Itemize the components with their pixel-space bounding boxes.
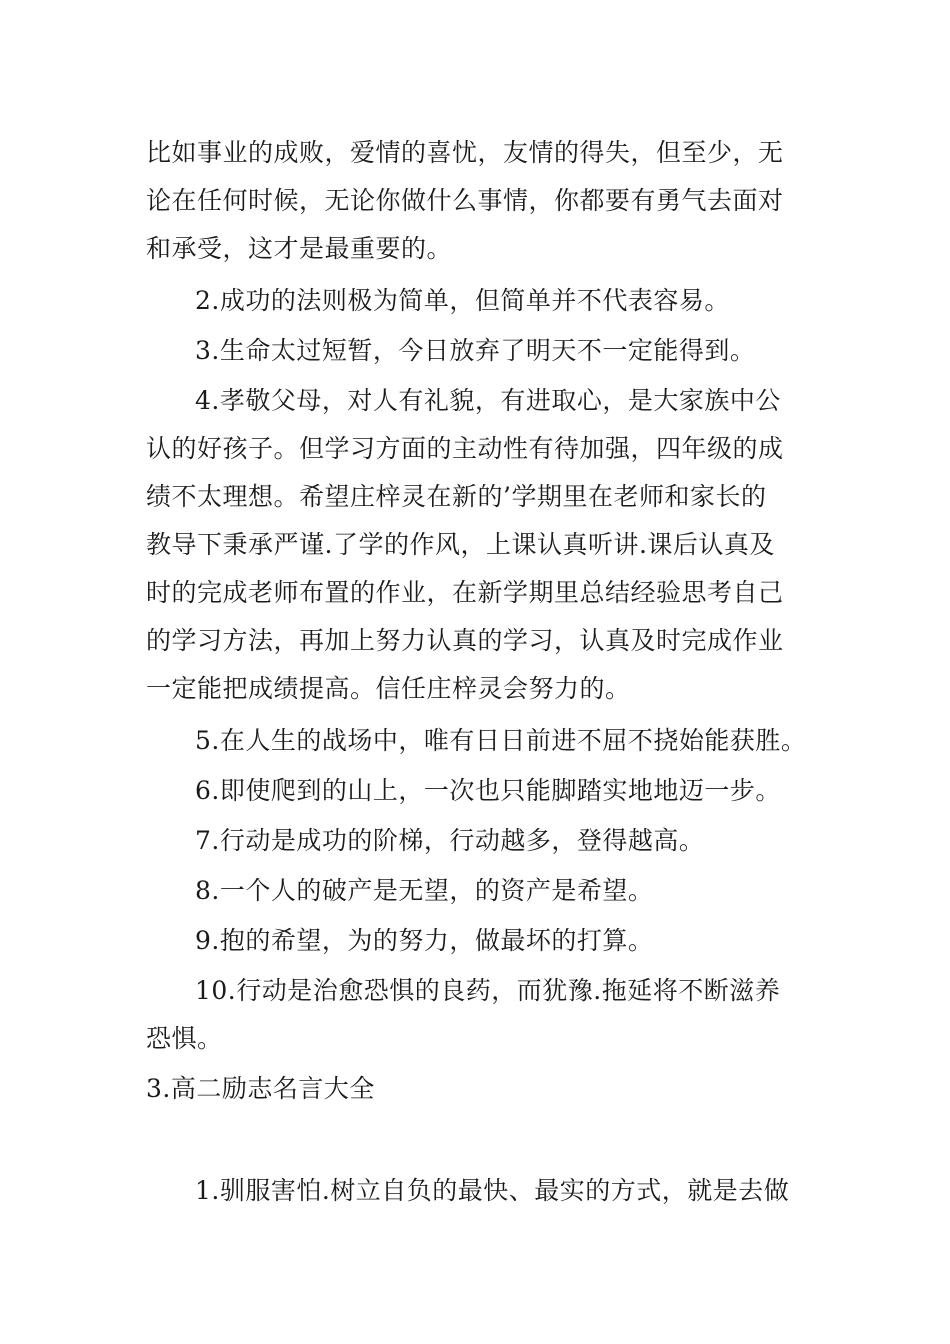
text-line-4b: 认的好孩子。但学习方面的主动性有待加强，四年级的成 [146,434,784,463]
section-heading: 3.高二励志名言大全 [146,1074,375,1103]
text-line-4g: 一定能把成绩提高。信任庄梓灵会努力的。 [146,674,631,703]
text-line-2: 论在任何时候，无论你做什么事情，你都要有勇气去面对 [146,186,784,215]
list-item-3: 3.生命太过短暂，今日放弃了明天不一定能得到。 [195,336,756,365]
text-line-10b: 恐惧。 [146,1024,223,1053]
text-line-4c: 绩不太理想。希望庄梓灵在新的’学期里在老师和家长的 [146,482,767,511]
list-item-1: 1.驯服害怕.树立自负的最快、最实的方式，就是去做 [195,1176,790,1205]
text-line-4f: 的学习方法，再加上努力认真的学习，认真及时完成作业 [146,626,784,655]
text-line-4d: 教导下秉承严谨.了学的作风，上课认真听讲.课后认真及 [146,530,775,559]
list-item-9: 9.抱的希望，为的努力，做最坏的打算。 [195,926,654,955]
list-item-6: 6.即使爬到的山上，一次也只能脚踏实地地迈一步。 [195,776,781,805]
list-item-8: 8.一个人的破产是无望，的资产是希望。 [195,876,654,905]
list-item-5: 5.在人生的战场中，唯有日日前进不屈不挠始能获胜。 [195,726,807,755]
text-line-3: 和承受，这才是最重要的。 [146,234,453,263]
list-item-2: 2.成功的法则极为简单，但简单并不代表容易。 [195,286,730,315]
text-line-1: 比如事业的成败，爱情的喜忧，友情的得失，但至少，无 [146,138,784,167]
text-line-4e: 时的完成老师布置的作业，在新学期里总结经验思考自己 [146,578,784,607]
list-item-4: 4.孝敬父母，对人有礼貌，有进取心，是大家族中公 [195,386,781,415]
list-item-10: 10.行动是治愈恐惧的良药，而犹豫.拖延将不断滋养 [195,976,781,1005]
list-item-7: 7.行动是成功的阶梯，行动越多，登得越高。 [195,826,705,855]
